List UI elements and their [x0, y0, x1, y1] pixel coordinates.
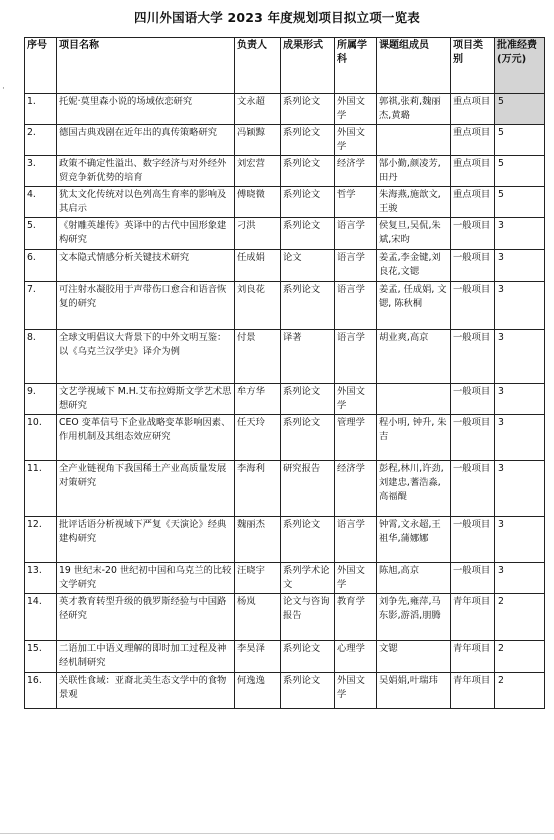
cell-no: 12. [25, 517, 57, 563]
cell-members: 郜小勤,颜凌芳,田丹 [377, 156, 451, 187]
col-header-category: 项目类别 [451, 38, 495, 94]
col-header-leader: 负责人 [235, 38, 281, 94]
cell-category: 一般项目 [451, 517, 495, 563]
col-header-no: 序号 [25, 38, 57, 94]
table-row [25, 563, 545, 594]
cell-leader: 李海利 [235, 461, 281, 517]
cell-category: 重点项目 [451, 125, 495, 156]
cell-no: 13. [25, 563, 57, 594]
cell-discipline: 外国文学 [335, 384, 377, 415]
cell-form: 译著 [281, 330, 335, 384]
cell-members: 彭程,林川,许劲,刘建忠,蓍浩淼,高福醍 [377, 461, 451, 517]
cell-leader: 杨岚 [235, 594, 281, 641]
cell-form: 系列论文 [281, 641, 335, 673]
cell-discipline: 语言学 [335, 282, 377, 330]
cell-funds: 3 [495, 563, 545, 594]
cell-no: 5. [25, 218, 57, 250]
cell-funds: 5 [495, 187, 545, 218]
table-header-row [25, 38, 545, 94]
cell-name: 《射雕英雄传》英译中的古代中国形象建构研究 [57, 218, 235, 250]
cell-funds: 2 [495, 594, 545, 641]
cell-leader: 牟方华 [235, 384, 281, 415]
cell-funds: 3 [495, 282, 545, 330]
cell-members: 钟霄,文永超,王祖华,蒲娜娜 [377, 517, 451, 563]
cell-funds: 2 [495, 673, 545, 709]
cell-members: 吴娟娟,叶瑞玮 [377, 673, 451, 709]
table-row [25, 125, 545, 156]
cell-leader: 刘良花 [235, 282, 281, 330]
cell-members: 胡业爽,高京 [377, 330, 451, 384]
cell-discipline: 教育学 [335, 594, 377, 641]
cell-name: 批评话语分析视域下严复《天演论》经典建构研究 [57, 517, 235, 563]
cell-form: 系列论文 [281, 517, 335, 563]
cell-form: 系列论文 [281, 94, 335, 125]
cell-funds: 3 [495, 330, 545, 384]
cell-discipline: 经济学 [335, 156, 377, 187]
cell-no: 8. [25, 330, 57, 384]
cell-members: 朱海燕,施歆文,王骏 [377, 187, 451, 218]
cell-members: 文锶 [377, 641, 451, 673]
cell-no: 11. [25, 461, 57, 517]
cell-leader: 任成娟 [235, 250, 281, 282]
cell-category: 一般项目 [451, 384, 495, 415]
col-header-members: 课题组成员 [377, 38, 451, 94]
cell-form: 系列论文 [281, 156, 335, 187]
cell-name: 19 世纪末-20 世纪初中国和乌克兰的比较文学研究 [57, 563, 235, 594]
project-table-container [24, 37, 545, 709]
cell-category: 青年项目 [451, 594, 495, 641]
cell-no: 1. [25, 94, 57, 125]
table-row [25, 415, 545, 461]
cell-members: 郭祺,张莉,魏丽杰,黄璐 [377, 94, 451, 125]
cell-discipline: 外国文学 [335, 94, 377, 125]
cell-members: 刘争先,雍萍,马东影,游滔,朋腾 [377, 594, 451, 641]
cell-funds: 5 [495, 94, 545, 125]
cell-form: 论文 [281, 250, 335, 282]
cell-category: 青年项目 [451, 641, 495, 673]
cell-name: 文艺学视域下 M.H.艾布拉姆斯文学艺术思想研究 [57, 384, 235, 415]
cell-leader: 付景 [235, 330, 281, 384]
cell-no: 3. [25, 156, 57, 187]
cell-leader: 刁洪 [235, 218, 281, 250]
margin-mark: · [2, 84, 5, 94]
cell-funds: 3 [495, 461, 545, 517]
cell-members [377, 125, 451, 156]
cell-discipline: 外国文学 [335, 125, 377, 156]
cell-leader: 文永超 [235, 94, 281, 125]
col-header-funds: 批准经费(万元) [495, 38, 545, 94]
table-row [25, 330, 545, 384]
cell-category: 重点项目 [451, 156, 495, 187]
cell-form: 论文与咨询报告 [281, 594, 335, 641]
project-table [24, 37, 545, 709]
cell-discipline: 语言学 [335, 218, 377, 250]
cell-category: 一般项目 [451, 218, 495, 250]
cell-form: 系列论文 [281, 218, 335, 250]
cell-no: 4. [25, 187, 57, 218]
cell-leader: 任天玲 [235, 415, 281, 461]
cell-no: 14. [25, 594, 57, 641]
cell-form: 系列论文 [281, 415, 335, 461]
cell-name: 全球文明倡议大背景下的中外文明互鉴：以《乌克兰汉学史》译介为例 [57, 330, 235, 384]
table-row [25, 461, 545, 517]
cell-members: 陈旭,高京 [377, 563, 451, 594]
cell-discipline: 经济学 [335, 461, 377, 517]
cell-no: 9. [25, 384, 57, 415]
table-row [25, 187, 545, 218]
cell-category: 青年项目 [451, 673, 495, 709]
cell-discipline: 语言学 [335, 517, 377, 563]
page-title: 四川外国语大学 2023 年度规划项目拟立项一览表 [134, 10, 420, 25]
cell-category: 一般项目 [451, 250, 495, 282]
table-row [25, 641, 545, 673]
cell-name: 托妮·莫里森小说的场域依恋研究 [57, 94, 235, 125]
cell-form: 研究报告 [281, 461, 335, 517]
cell-name: 二语加工中语义理解的即时加工过程及神经机制研究 [57, 641, 235, 673]
cell-members [377, 384, 451, 415]
cell-funds: 3 [495, 415, 545, 461]
table-row [25, 594, 545, 641]
cell-name: 政策不确定性溢出、数字经济与对外经外贸竞争新优势的培育 [57, 156, 235, 187]
cell-no: 16. [25, 673, 57, 709]
cell-name: 英才教育转型升级的俄罗斯经验与中国路径研究 [57, 594, 235, 641]
cell-funds: 5 [495, 125, 545, 156]
cell-funds: 3 [495, 218, 545, 250]
cell-members: 侯复旦,吴侃,朱斌,宋昀 [377, 218, 451, 250]
cell-name: 犹太文化传统对以色列高生育率的影响及其启示 [57, 187, 235, 218]
cell-funds: 3 [495, 384, 545, 415]
cell-funds: 3 [495, 250, 545, 282]
cell-funds: 3 [495, 517, 545, 563]
cell-leader: 何逸逸 [235, 673, 281, 709]
table-row [25, 673, 545, 709]
cell-name: CEO 变革信号下企业战略变革影响因素、作用机制及其组态效应研究 [57, 415, 235, 461]
cell-form: 系列论文 [281, 384, 335, 415]
cell-no: 2. [25, 125, 57, 156]
col-header-form: 成果形式 [281, 38, 335, 94]
cell-name: 关联性食域：亚裔北美生态文学中的食物景观 [57, 673, 235, 709]
cell-leader: 冯颖黥 [235, 125, 281, 156]
cell-name: 可注射水凝胶用于声带伤口愈合和语音恢复的研究 [57, 282, 235, 330]
cell-category: 一般项目 [451, 461, 495, 517]
cell-leader: 刘宏营 [235, 156, 281, 187]
cell-category: 一般项目 [451, 563, 495, 594]
cell-funds: 2 [495, 641, 545, 673]
cell-name: 文本隐式情感分析关键技术研究 [57, 250, 235, 282]
table-row [25, 384, 545, 415]
cell-discipline: 管理学 [335, 415, 377, 461]
cell-form: 系列论文 [281, 187, 335, 218]
table-row [25, 250, 545, 282]
cell-discipline: 心理学 [335, 641, 377, 673]
cell-leader: 李昊泽 [235, 641, 281, 673]
cell-leader: 汪晓宇 [235, 563, 281, 594]
cell-funds: 5 [495, 156, 545, 187]
cell-name: 全产业链视角下我国稀土产业高质量发展对策研究 [57, 461, 235, 517]
cell-no: 15. [25, 641, 57, 673]
cell-members: 姜孟,李金键,刘良花,文锶 [377, 250, 451, 282]
cell-form: 系列学术论文 [281, 563, 335, 594]
table-row [25, 94, 545, 125]
cell-form: 系列论文 [281, 125, 335, 156]
table-row [25, 282, 545, 330]
col-header-name: 项目名称 [57, 38, 235, 94]
cell-category: 重点项目 [451, 187, 495, 218]
cell-members: 程小明, 钟升, 朱吉 [377, 415, 451, 461]
col-header-discipline: 所属学科 [335, 38, 377, 94]
table-row [25, 517, 545, 563]
cell-no: 6. [25, 250, 57, 282]
cell-members: 姜孟, 任成娟, 文锶, 陈秋桐 [377, 282, 451, 330]
cell-category: 一般项目 [451, 330, 495, 384]
table-row [25, 156, 545, 187]
cell-name: 德国古典戏剧在近年出的真传策略研究 [57, 125, 235, 156]
table-body [25, 94, 545, 709]
cell-leader: 魏丽杰 [235, 517, 281, 563]
cell-leader: 傅晓微 [235, 187, 281, 218]
cell-no: 10. [25, 415, 57, 461]
table-row [25, 218, 545, 250]
cell-discipline: 外国文学 [335, 673, 377, 709]
cell-category: 一般项目 [451, 415, 495, 461]
cell-discipline: 哲学 [335, 187, 377, 218]
cell-category: 重点项目 [451, 94, 495, 125]
cell-discipline: 语言学 [335, 250, 377, 282]
cell-form: 系列论文 [281, 282, 335, 330]
cell-form: 系列论文 [281, 673, 335, 709]
cell-no: 7. [25, 282, 57, 330]
cell-discipline: 外国文学 [335, 563, 377, 594]
cell-category: 一般项目 [451, 282, 495, 330]
cell-discipline: 语言学 [335, 330, 377, 384]
